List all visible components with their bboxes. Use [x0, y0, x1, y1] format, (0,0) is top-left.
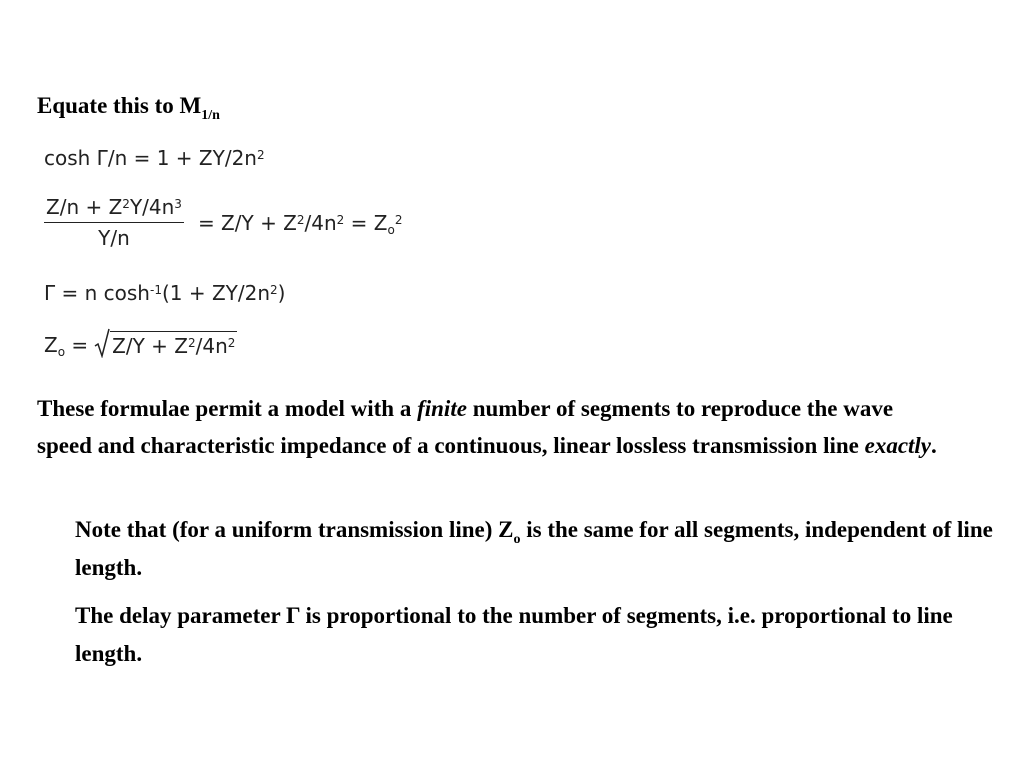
rhs-sup3: 2 — [394, 212, 403, 227]
rad-sup1: 2 — [188, 336, 196, 350]
rhs-a: = Z/Y + Z — [197, 210, 297, 235]
rhs-c: = Z — [344, 210, 388, 235]
eq4-sub: o — [57, 345, 66, 359]
eq3-c: ) — [277, 281, 286, 305]
num-sup2: 3 — [174, 197, 182, 211]
num-sup1: 2 — [122, 197, 130, 211]
square-root — [94, 328, 237, 358]
para-part1: These formulae permit a model with a — [37, 396, 418, 421]
heading-subscript: 1/n — [201, 108, 220, 123]
equation-impedance-fraction — [44, 194, 402, 251]
rhs-sup1: 2 — [296, 212, 305, 227]
eq3-sup1: -1 — [149, 283, 162, 297]
rad-a: Z/Y + Z — [112, 334, 189, 358]
note1-part1: Note that (for a uniform transmission line) Z — [75, 517, 514, 542]
fraction — [44, 194, 184, 251]
radicand — [110, 331, 237, 358]
eq4-lhs — [44, 332, 88, 358]
equation-cosh — [44, 145, 265, 171]
fraction-denominator: Y/n — [98, 226, 130, 250]
num-a: Z/n + Z — [46, 195, 123, 219]
eq2-rhs — [198, 210, 403, 236]
rhs-b: /4n — [304, 210, 337, 235]
equation-zo — [44, 328, 237, 358]
eq3-a: Γ = n cosh — [44, 281, 150, 305]
radical-sign-icon — [94, 328, 110, 358]
eq1-sup: 2 — [256, 148, 265, 162]
eq4-equals: = — [65, 333, 89, 357]
para-part3: . — [931, 433, 937, 458]
rhs-sup2: 2 — [336, 212, 345, 227]
summary-paragraph — [37, 390, 937, 464]
eq3-sup2: 2 — [270, 283, 278, 297]
note-delay-parameter: The delay parameter Γ is proportional to the number of segments, i.e. proportional to line length. — [75, 603, 953, 666]
para-part2: number of segments to reproduce the wave speed and characteristic impedance of a continuous, linear lossless transmission line — [37, 396, 894, 458]
note1-sub: o — [513, 532, 521, 547]
fraction-numerator — [44, 194, 184, 223]
eq4-z: Z — [44, 333, 58, 357]
rad-b: /4n — [195, 334, 228, 358]
para-italic-finite: finite — [417, 396, 467, 421]
rhs-sub: o — [387, 222, 395, 237]
rad-sup2: 2 — [227, 336, 236, 350]
heading — [37, 91, 220, 121]
heading-text: Equate this to M — [37, 93, 202, 118]
eq3-b: (1 + ZY/2n — [161, 281, 271, 305]
equation-gamma — [44, 280, 285, 306]
para-italic-exactly: exactly — [864, 433, 932, 458]
note-uniform-line — [75, 511, 995, 587]
note1-part2: is the same for all segments, independent of line length. — [75, 517, 993, 580]
num-b: Y/4n — [129, 195, 175, 219]
eq1-text: cosh Γ/n = 1 + ZY/2n — [44, 146, 257, 170]
